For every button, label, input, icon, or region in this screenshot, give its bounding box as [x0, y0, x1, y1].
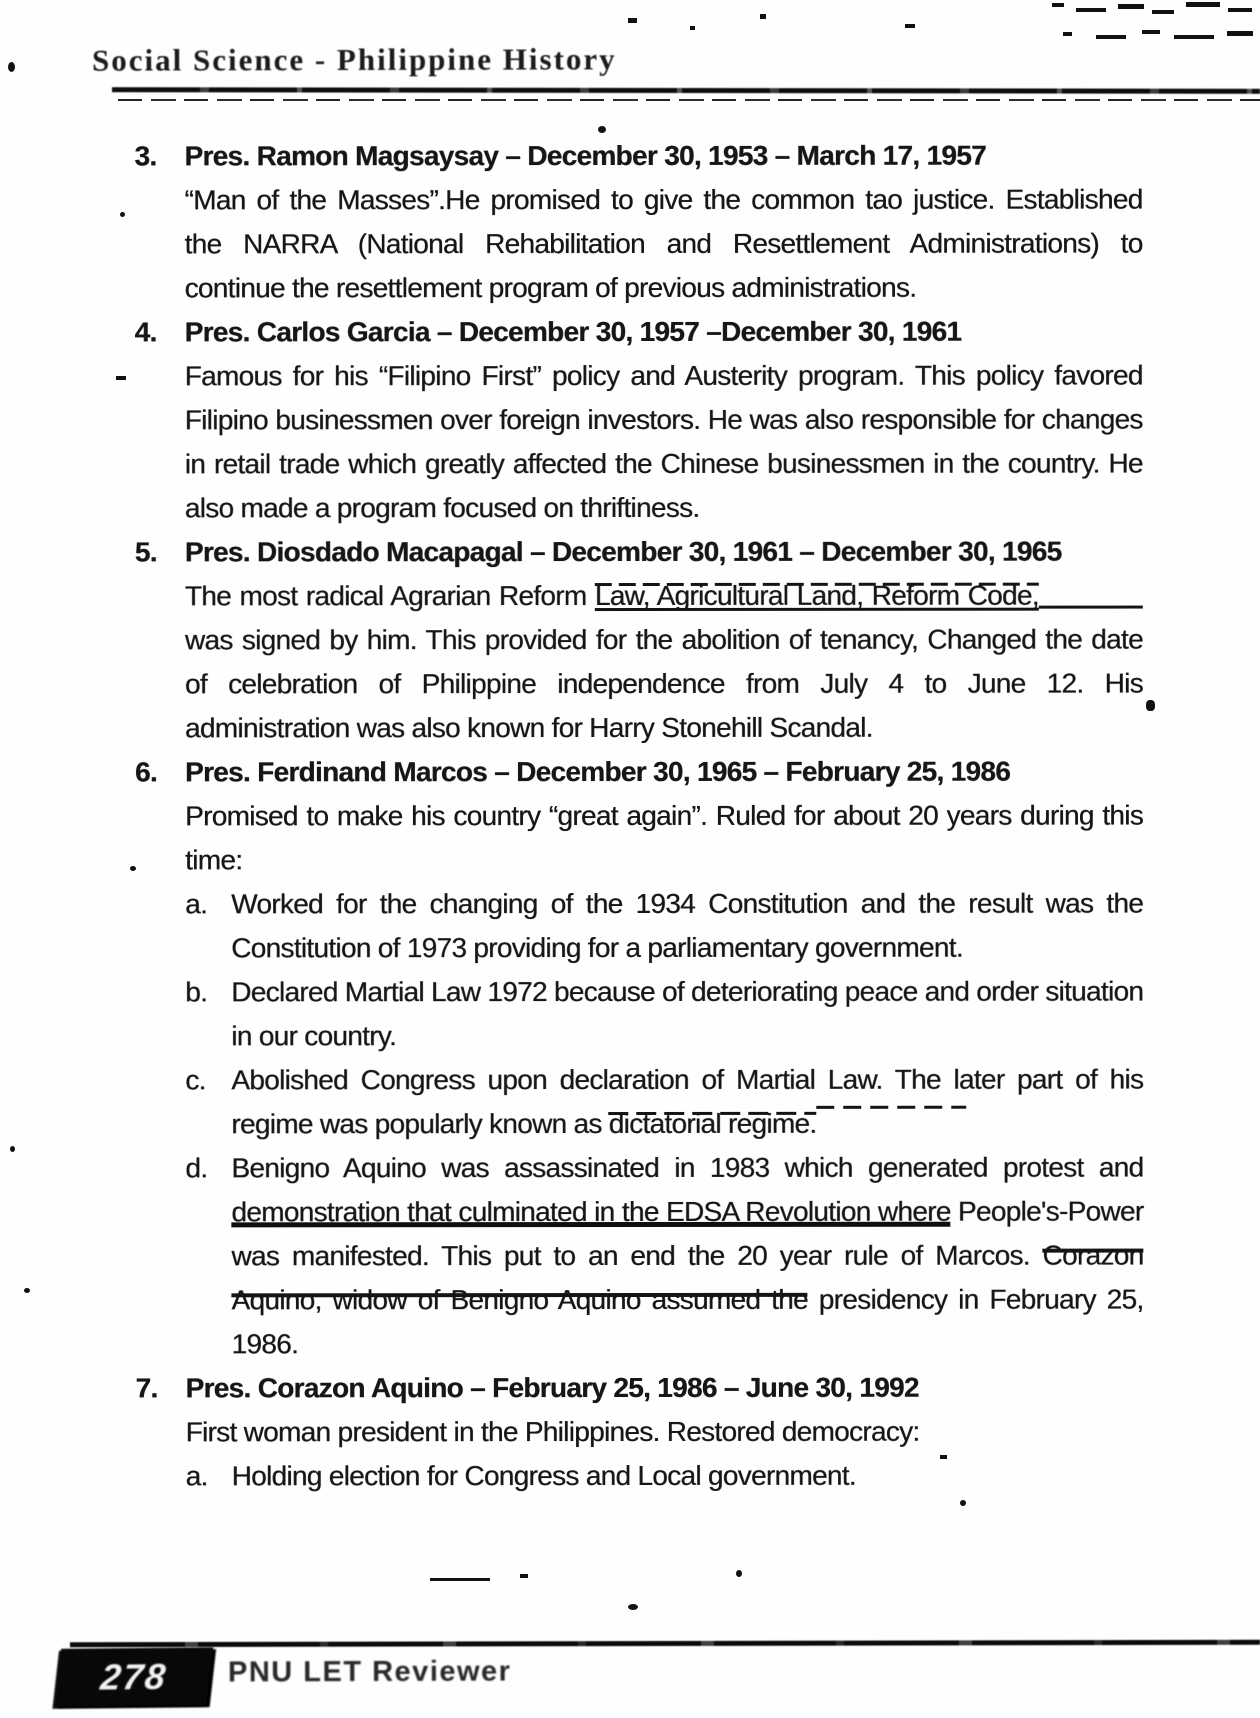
sub-item-text — [231, 882, 1143, 971]
sub-item-letter: c. — [185, 1064, 206, 1096]
item-content — [185, 1366, 1143, 1499]
text-segment: People's-Power was manifested. This put to an end the 20 year rule of Marcos. — [231, 1195, 1144, 1272]
sub-item-text — [231, 1058, 1143, 1147]
scan-noise-artifact — [1152, 10, 1174, 14]
text-segment: was signed by him. This provided for the abolition of tenancy, Changed the date of celebration of Philippine independence from July 4 to June 12. His administration was also known for Harry Stonehill Scandal. — [184, 623, 1143, 744]
text-segment: Holding election for Congress and Local government. — [231, 1459, 856, 1492]
scan-noise-artifact — [1146, 700, 1155, 711]
list-item — [135, 750, 1144, 1367]
sub-item-text — [231, 1146, 1143, 1367]
item-title: Pres. Carlos Garcia – December 30, 1957 –December 30, 1961 — [184, 315, 962, 348]
item-title: Pres. Ramon Magsaysay – December 30, 1953 – March 17, 1957 — [184, 139, 986, 172]
text-segment: Worked for the changing of the 1934 Constitution and the result was the Constitution of 1973 providing for a parliamentary government. — [231, 887, 1144, 964]
sub-item-text — [231, 970, 1143, 1059]
president-list — [134, 134, 1143, 1499]
scan-noise-artifact — [1096, 35, 1126, 39]
item-body — [185, 354, 1143, 531]
item-number: 5. — [134, 536, 157, 568]
text-segment: First woman president in the Philippines. Restored democracy: — [185, 1415, 920, 1448]
item-title: Pres. Diosdado Macapagal – December 30, 1961 – December 30, 1965 — [184, 535, 1062, 568]
text-segment: Abolished Congress upon declaration of Martial Law. The later part of his regime was popularly known as — [231, 1063, 1144, 1140]
item-content — [185, 530, 1143, 751]
item-number: 3. — [134, 140, 157, 172]
scan-noise-artifact — [10, 1146, 15, 1152]
scan-noise-artifact — [116, 376, 126, 380]
marked-text-segment: demonstration that culminated in the EDSA Revolution where — [231, 1195, 951, 1228]
sub-list-item — [185, 1146, 1143, 1367]
scan-noise-artifact — [24, 1288, 30, 1293]
scan-noise-artifact — [1118, 4, 1144, 9]
sub-item-letter: a. — [185, 1460, 208, 1492]
scan-noise-artifact — [1063, 32, 1072, 36]
text-segment: Promised to make his country “great again”. Ruled for about 20 years during this time: — [184, 799, 1144, 876]
sub-item-letter: b. — [185, 976, 208, 1008]
item-body — [185, 794, 1143, 883]
sub-item-letter: a. — [185, 888, 208, 920]
item-body — [186, 1410, 1144, 1455]
text-segment: Famous for his “Filipino First” policy and Austerity program. This policy favored Filipino businessmen over foreign investors. He was also responsible for changes in retail trade which greatly affected the Chinese businessmen in the country. He also made a program focused on thriftiness. — [184, 359, 1143, 524]
marked-text-segment: dictatorial regime. — [608, 1107, 817, 1140]
scan-noise-artifact — [690, 26, 695, 30]
scan-line-artifact — [816, 1102, 966, 1126]
sub-list-item — [186, 1454, 1144, 1499]
scan-noise-artifact — [760, 14, 766, 19]
item-content — [185, 750, 1144, 1367]
page-header-title: Social Science - Philippine History — [91, 41, 617, 78]
scan-noise-artifact — [1186, 2, 1220, 7]
scan-noise-artifact — [1142, 30, 1160, 34]
text-segment: The most radical Agrarian Reform — [184, 580, 595, 612]
list-item — [135, 310, 1143, 531]
text-segment: presidency in February 25, 1986. — [231, 1283, 1144, 1360]
list-item — [135, 1366, 1143, 1499]
item-body — [185, 574, 1143, 751]
scan-noise-artifact — [430, 1578, 490, 1581]
scan-noise-artifact — [1076, 8, 1106, 12]
item-title: Pres. Ferdinand Marcos – December 30, 1965 – February 25, 1986 — [184, 755, 1011, 788]
scan-noise-artifact — [1174, 35, 1214, 39]
scan-noise-artifact — [1227, 31, 1253, 36]
page-number-badge: 278 — [55, 1647, 214, 1707]
scan-noise-artifact — [520, 1574, 528, 1578]
sub-list-item — [185, 970, 1143, 1059]
sub-item-text — [232, 1454, 1144, 1499]
scan-noise-artifact — [905, 24, 915, 28]
item-number: 7. — [135, 1372, 158, 1404]
header-rule-thick — [112, 87, 1260, 94]
scan-noise-artifact — [960, 1500, 966, 1506]
item-body — [184, 178, 1142, 311]
item-number: 4. — [134, 316, 157, 348]
item-content — [184, 134, 1142, 311]
scan-noise-artifact — [1228, 8, 1252, 12]
scan-noise-artifact — [628, 1604, 638, 1610]
scan-noise-artifact — [628, 18, 637, 23]
marked-text-segment: Law, Agricultural Land, Reform Code, — [594, 579, 1039, 612]
footer-reviewer-label: PNU LET Reviewer — [227, 1655, 512, 1689]
sub-list-item — [185, 1058, 1143, 1147]
list-item — [134, 134, 1142, 311]
scan-noise-artifact — [8, 62, 15, 72]
text-segment: Declared Martial Law 1972 because of deteriorating peace and order situation in our country. — [231, 975, 1144, 1052]
scan-noise-artifact — [736, 1570, 742, 1577]
item-content — [185, 310, 1143, 531]
header-rule-dashed — [118, 99, 1260, 101]
sub-item-letter: d. — [185, 1152, 208, 1184]
marked-text-segment: Corazon Aquino, widow of Benigno Aquino assumed the — [231, 1239, 1144, 1316]
list-item — [135, 530, 1143, 751]
scan-noise-artifact — [598, 126, 606, 133]
text-segment: “Man of the Masses”.He promised to give the common tao justice. Established the NARRA (National Rehabilitation and Resettlement Administrations) to continue the resettlement program of previous administrations. — [184, 183, 1143, 304]
scan-noise-artifact — [1052, 3, 1064, 7]
footer-rule — [70, 1640, 1260, 1647]
text-segment: Benigno Aquino was assassinated in 1983 which generated protest and — [231, 1151, 1144, 1184]
item-title: Pres. Corazon Aquino – February 25, 1986 – June 30, 1992 — [185, 1371, 919, 1404]
scan-noise-artifact — [120, 212, 125, 217]
scan-line-artifact — [1039, 582, 1143, 609]
sub-list-item — [185, 882, 1143, 971]
item-number: 6. — [134, 756, 157, 788]
